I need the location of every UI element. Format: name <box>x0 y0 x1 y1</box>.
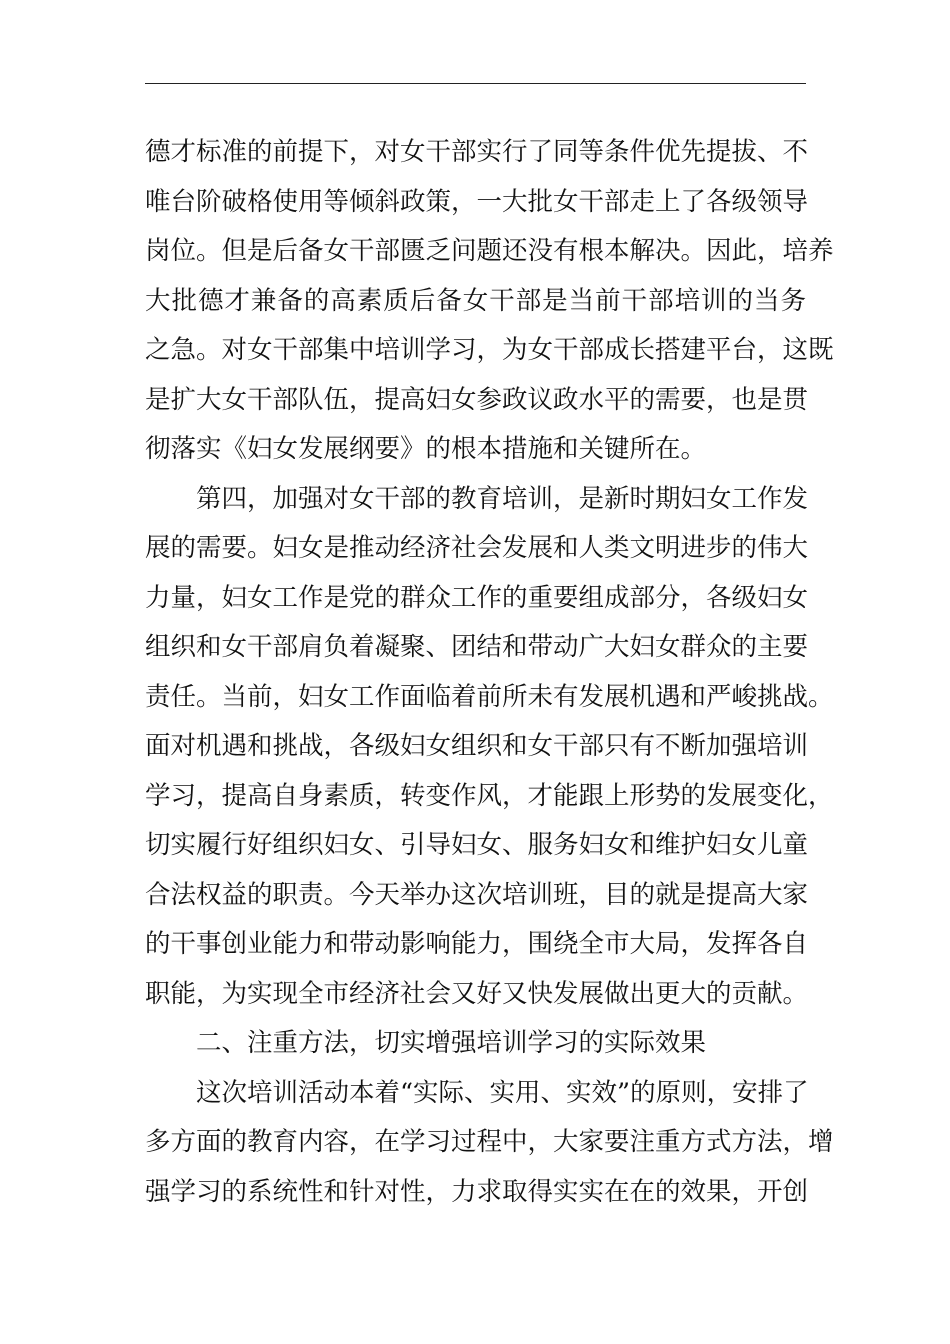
text-line: 责任。当前，妇女工作面临着前所未有发展机遇和严峻挑战。 <box>145 681 834 712</box>
text-line: 唯台阶破格使用等倾斜政策，一大批女干部走上了各级领导 <box>145 186 809 217</box>
text-line: 切实履行好组织妇女、引导妇女、服务妇女和维护妇女儿童 <box>145 830 809 860</box>
header-rule <box>145 83 806 84</box>
paragraph-first-line: 这次培训活动本着“实际、实用、实效”的原则，安排了 <box>196 1077 809 1108</box>
text-line: 合法权益的职责。今天举办这次培训班，目的就是提高大家 <box>145 879 809 910</box>
text-line: 德才标准的前提下，对女干部实行了同等条件优先提拔、不 <box>145 137 809 167</box>
text-line: 展的需要。妇女是推动经济社会发展和人类文明进步的伟大 <box>145 533 809 563</box>
text-line: 力量，妇女工作是党的群众工作的重要组成部分，各级妇女 <box>145 582 809 613</box>
body-text <box>145 128 834 1217</box>
text-line: 的干事创业能力和带动影响能力，围绕全市大局，发挥各自 <box>145 929 809 959</box>
paragraph-first-line: 第四，加强对女干部的教育培训，是新时期妇女工作发 <box>196 483 809 514</box>
text-line: 彻落实《妇女发展纲要》的根本措施和关键所在。 <box>145 434 707 464</box>
text-line: 是扩大女干部队伍，提高妇女参政议政水平的需要，也是贯 <box>145 384 809 415</box>
text-line: 学习，提高自身素质，转变作风，才能跟上形势的发展变化， <box>145 780 834 811</box>
text-line: 多方面的教育内容，在学习过程中，大家要注重方式方法，增 <box>145 1127 834 1157</box>
text-line: 岗位。但是后备女干部匮乏问题还没有根本解决。因此，培养 <box>145 236 834 266</box>
text-line: 大批德才兼备的高素质后备女干部是当前干部培训的当务 <box>145 285 806 316</box>
text-line: 组织和女干部肩负着凝聚、团结和带动广大妇女群众的主要 <box>145 632 809 662</box>
text-line: 之急。对女干部集中培训学习，为女干部成长搭建平台，这既 <box>145 335 834 365</box>
text-line: 面对机遇和挑战，各级妇女组织和女干部只有不断加强培训 <box>145 731 809 761</box>
text-line: 强学习的系统性和针对性，力求取得实实在在的效果，开创 <box>145 1176 809 1207</box>
text-line: 职能，为实现全市经济社会又好又快发展做出更大的贡献。 <box>145 978 809 1009</box>
section-heading: 二、注重方法，切实增强培训学习的实际效果 <box>196 1028 707 1058</box>
